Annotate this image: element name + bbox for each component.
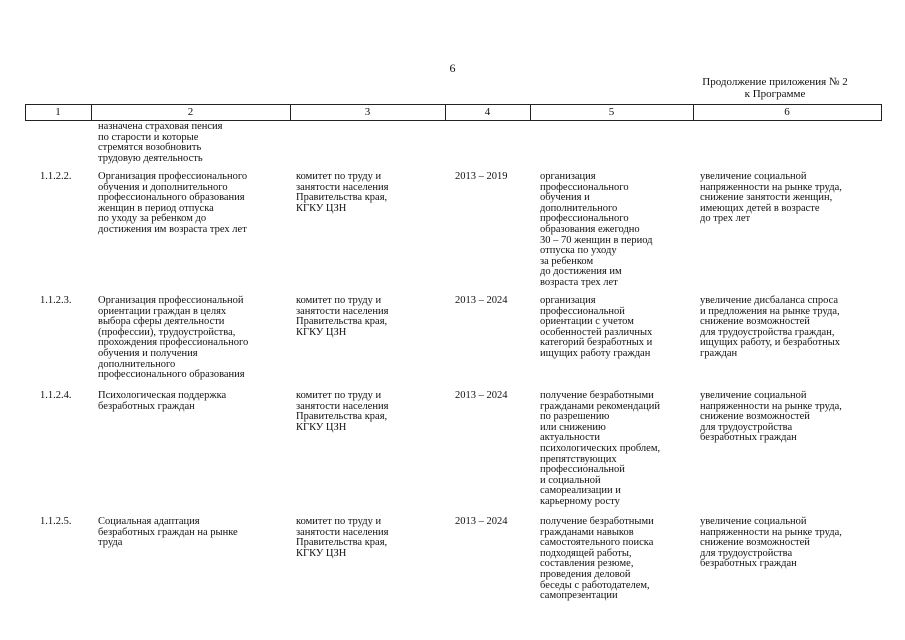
continuation-heading: Продолжение приложения № 2 к Программе — [702, 76, 848, 100]
row-consequence: увеличение социальной напряженности на рынке труда, снижение возможностей для трудоустройства безработных граждан — [700, 516, 842, 570]
row-period: 2013 – 2019 — [455, 171, 508, 182]
row-measure: Психологическая поддержка безработных граждан — [98, 390, 227, 412]
row-number: 1.1.2.2. — [40, 171, 72, 182]
header-col-1: 1 — [55, 106, 61, 118]
header-col-4: 4 — [484, 106, 491, 118]
row-consequence: увеличение социальной напряженности на рынке труда, снижение занятости женщин, имеющих детей в возрасте до трех лет — [700, 171, 842, 225]
row-result: организация профессионального обучения и дополнительного профессионального образования ежегодно 30 – 70 женщин в период отпуска по уходу за ребенком до достижения им возраста трех лет — [540, 171, 653, 288]
row-period: 2013 – 2024 — [455, 516, 508, 527]
header-col-5: 5 — [608, 106, 615, 118]
row-result: получение безработными гражданами рекомендаций по разрешению или снижению актуальности психологических проблем, препятствующих профессиональной и социальной самореализации и карьерному росту — [540, 390, 661, 507]
row-measure: Организация профессионального обучения и дополнительного профессионального образования женщин в период отпуска по уходу за ребенком до достижения им возраста трех лет — [98, 171, 248, 235]
header-col-6: 6 — [784, 106, 790, 118]
row-number: 1.1.2.3. — [40, 295, 72, 306]
row-consequence: увеличение дисбаланса спроса и предложения на рынке труда, снижение возможностей для трудоустройства граждан, ищущих работу, и безработных граждан — [700, 295, 841, 359]
row-consequence: увеличение социальной напряженности на рынке труда, снижение возможностей для трудоустройства безработных граждан — [700, 390, 842, 444]
row-result: организация профессиональной ориентации с учетом особенностей различных категорий безработных и ищущих работу граждан — [540, 295, 653, 359]
row-number: 1.1.2.5. — [40, 516, 72, 527]
row-period: 2013 – 2024 — [455, 295, 508, 306]
row-number: 1.1.2.4. — [40, 390, 72, 401]
row-executor: комитет по труду и занятости населения Правительства края, КГКУ ЦЗН — [296, 516, 389, 559]
carryover-text: назначена страховая пенсия по старости и которые стремятся возобновить трудовую деятельность — [98, 121, 223, 164]
header-col-2: 2 — [187, 106, 194, 118]
row-measure: Социальная адаптация безработных граждан на рынке труда — [98, 516, 238, 549]
row-result: получение безработными гражданами навыков самостоятельного поиска подходящей работы, составления резюме, проведения деловой беседы с работодателем, самопрезентации — [540, 516, 654, 602]
table-header — [25, 104, 882, 121]
row-executor: комитет по труду и занятости населения Правительства края, КГКУ ЦЗН — [296, 295, 389, 338]
row-executor: комитет по труду и занятости населения Правительства края, КГКУ ЦЗН — [296, 390, 389, 433]
row-period: 2013 – 2024 — [455, 390, 508, 401]
header-divider — [881, 105, 882, 120]
page-number: 6 — [449, 61, 456, 75]
row-executor: комитет по труду и занятости населения Правительства края, КГКУ ЦЗН — [296, 171, 389, 214]
row-measure: Организация профессиональной ориентации граждан в целях выбора сферы деятельности (профессии), трудоустройства, прохождения профессионального обучения и получения дополнительного профессионального образования — [98, 295, 249, 381]
header-col-3: 3 — [364, 106, 371, 118]
